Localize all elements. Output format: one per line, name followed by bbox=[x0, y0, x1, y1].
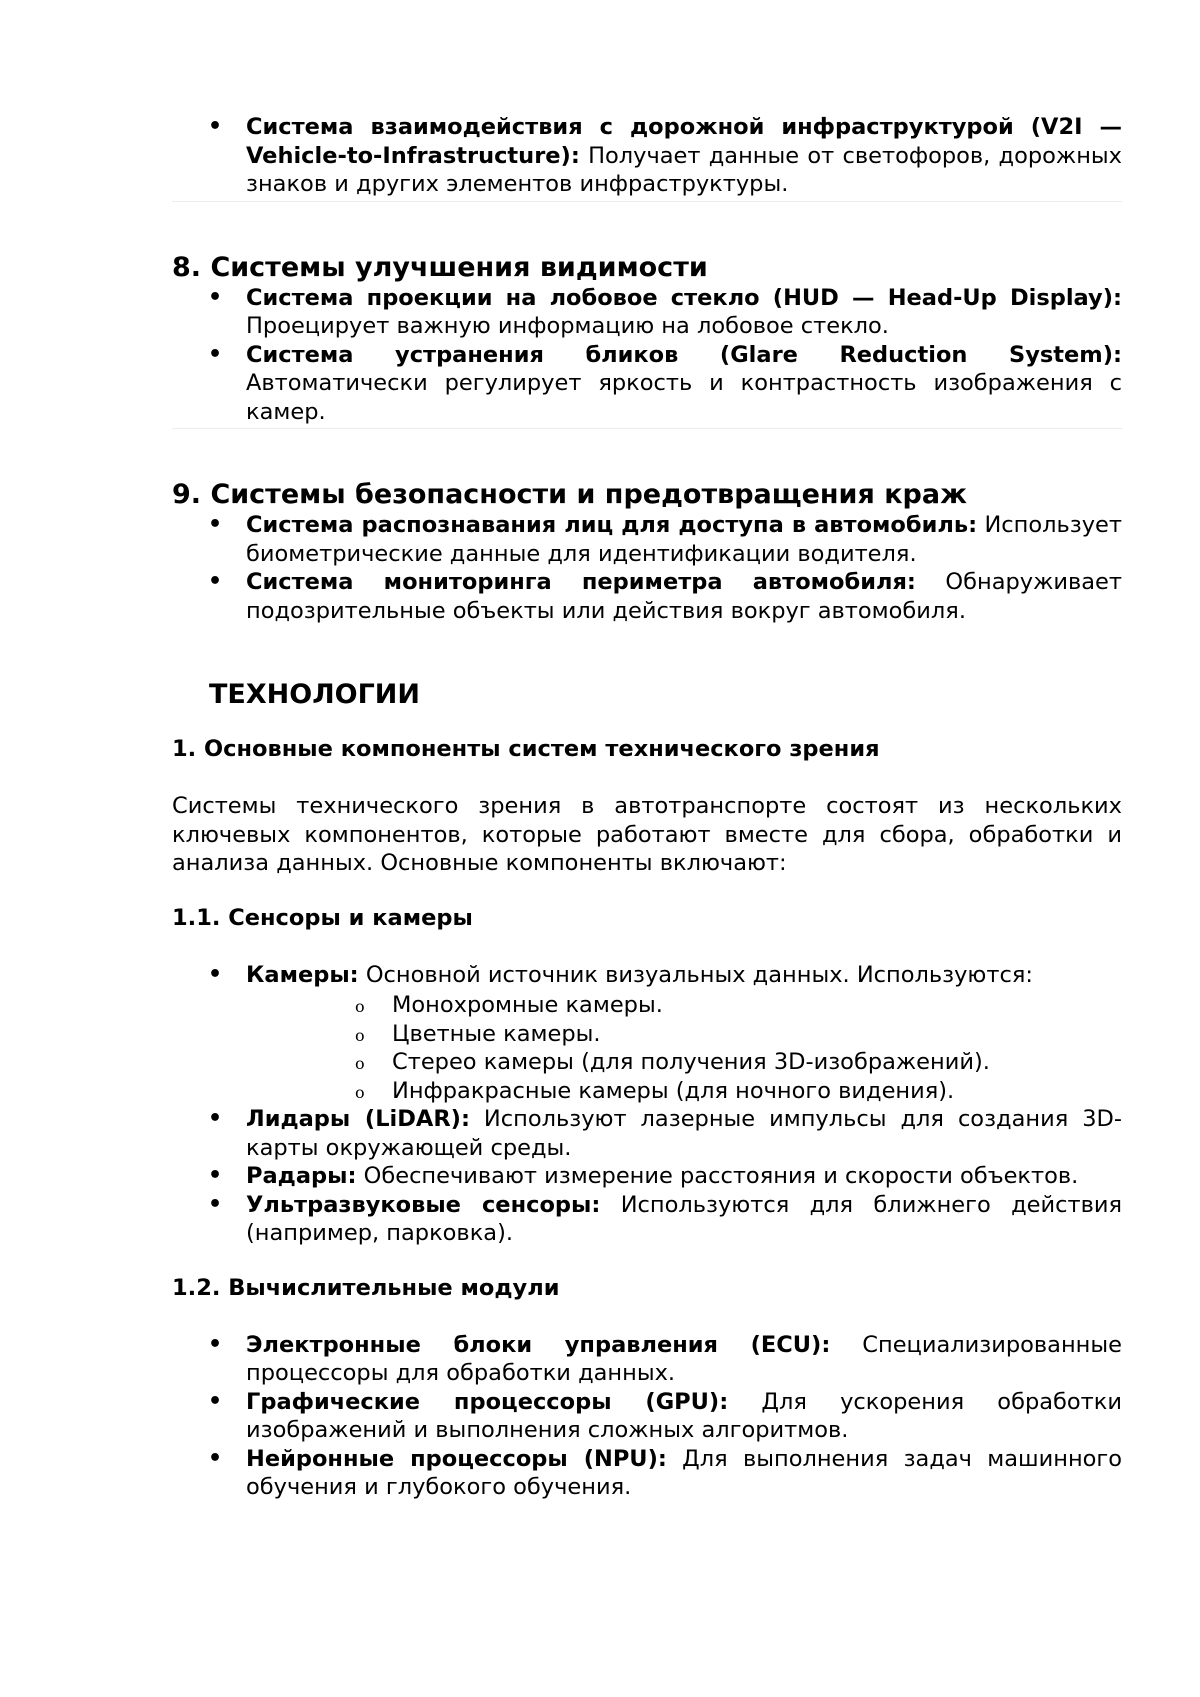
list-item bbox=[172, 568, 1122, 625]
item-description: Использует биометрические данные для идентификации водителя. bbox=[246, 512, 1123, 567]
sub-list-item: o Цветные камеры. bbox=[246, 1020, 1122, 1049]
section-9-list bbox=[172, 511, 1122, 625]
sub-list-item: o Стерео камеры (для получения 3D-изображений). bbox=[246, 1048, 1122, 1077]
list-item bbox=[172, 511, 1122, 568]
item-description: Специализированные процессоры для обработки данных. bbox=[246, 1331, 1122, 1386]
list-item bbox=[172, 961, 1122, 1106]
item-description: Используются для ближнего действия (например, парковка). bbox=[246, 1191, 1122, 1246]
item-term: Система распознавания лиц для доступа в автомобиль: bbox=[246, 512, 978, 538]
infrastructure-list bbox=[172, 113, 1122, 199]
item-description: Для ускорения обработки изображений и выполнения сложных алгоритмов. bbox=[246, 1388, 1122, 1443]
item-description: Получает данные от светофоров, дорожных знаков и других элементов инфраструктуры. bbox=[246, 142, 1122, 197]
divider bbox=[172, 428, 1122, 429]
sub-list-item: o Монохромные камеры. bbox=[246, 991, 1122, 1020]
item-term: Графические процессоры (GPU): bbox=[246, 1388, 729, 1415]
item-term: Камеры: bbox=[246, 961, 359, 988]
item-description: Используют лазерные импульсы для создания 3D-карты окружающей среды. bbox=[246, 1106, 1122, 1161]
list-item bbox=[172, 1331, 1122, 1388]
section-9-heading: 9. Системы безопасности и предотвращения краж bbox=[172, 479, 967, 510]
sub-list-item: o Инфракрасные камеры (для ночного видения). bbox=[246, 1077, 1122, 1106]
item-description: Для выполнения задач машинного обучения и глубокого обучения. bbox=[246, 1445, 1123, 1500]
item-term: Лидары (LiDAR): bbox=[246, 1106, 470, 1132]
list-item bbox=[172, 1445, 1122, 1502]
list-item bbox=[172, 284, 1122, 341]
sensors-list bbox=[172, 961, 1122, 1248]
list-item bbox=[172, 1162, 1122, 1191]
camera-types-list bbox=[246, 991, 1122, 1105]
section-8-heading: 8. Системы улучшения видимости bbox=[172, 251, 708, 283]
list-item bbox=[172, 1191, 1122, 1248]
item-term: Ультразвуковые сенсоры: bbox=[246, 1191, 601, 1218]
item-description: Проецирует важную информацию на лобовое стекло. bbox=[246, 313, 889, 339]
components-heading: 1. Основные компоненты систем технического зрения bbox=[172, 736, 880, 762]
item-term: Система взаимодействия с дорожной инфраструктурой (V2I — Vehicle-to-Infrastructure): bbox=[246, 114, 1122, 169]
divider bbox=[172, 201, 1122, 202]
list-item bbox=[172, 113, 1122, 199]
list-item bbox=[172, 1105, 1122, 1162]
item-description: Обнаруживает подозрительные объекты или действия вокруг автомобиля. bbox=[246, 569, 1122, 624]
technologies-heading: ТЕХНОЛОГИИ bbox=[209, 679, 421, 710]
item-description: Основной источник визуальных данных. Используются: bbox=[358, 961, 1033, 988]
sensors-heading: 1.1. Сенсоры и камеры bbox=[172, 904, 473, 931]
compute-list bbox=[172, 1331, 1122, 1502]
components-intro: Системы технического зрения в автотранспорте состоят из нескольких ключевых компонентов, которые работают вместе для сбора, обработки и анализа данных. Основные компоненты включают: bbox=[172, 793, 1122, 876]
document-content bbox=[172, 113, 1122, 1502]
item-term: Система устранения бликов (Glare Reduction System): bbox=[246, 341, 1122, 368]
item-term: Радары: bbox=[246, 1163, 357, 1189]
item-term: Электронные блоки управления (ECU): bbox=[246, 1331, 831, 1358]
list-item bbox=[172, 1388, 1122, 1445]
item-term: Система проекции на лобовое стекло (HUD — Head-Up Display): bbox=[246, 284, 1122, 311]
list-item bbox=[172, 341, 1122, 427]
item-term: Система мониторинга периметра автомобиля: bbox=[246, 569, 916, 595]
item-term: Нейронные процессоры (NPU): bbox=[246, 1445, 667, 1472]
item-description: Обеспечивают измерение расстояния и скорости объектов. bbox=[356, 1163, 1079, 1189]
section-8-list bbox=[172, 284, 1122, 427]
compute-heading: 1.2. Вычислительные модули bbox=[172, 1274, 560, 1301]
item-description: Автоматически регулирует яркость и контрастность изображения с камер. bbox=[246, 370, 1122, 425]
